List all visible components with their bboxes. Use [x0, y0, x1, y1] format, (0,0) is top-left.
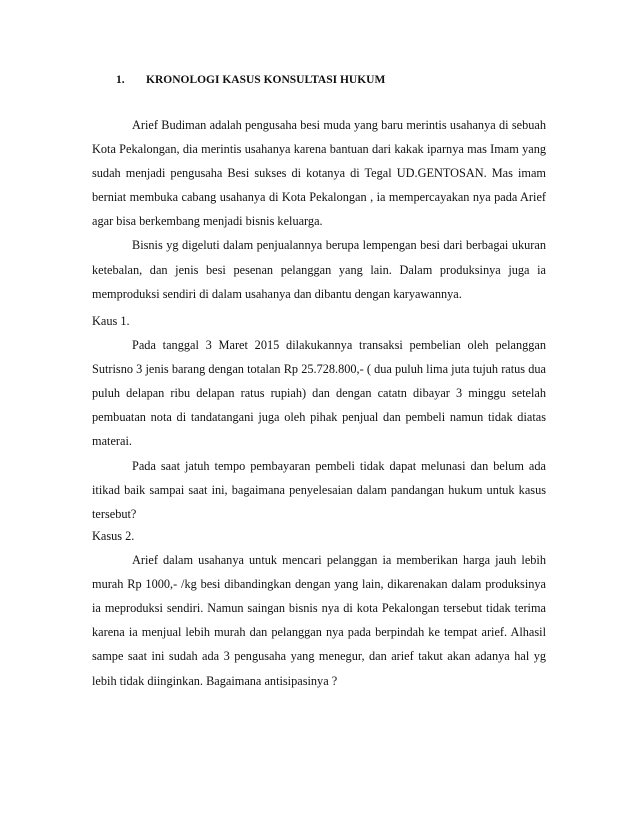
- case-1-section: [92, 309, 546, 526]
- case-2-section: [92, 524, 546, 693]
- intro-paragraph-1: Arief Budiman adalah pengusaha besi muda yang baru merintis usahanya di sebuah Kota Pekalongan, dia merintis usahanya karena bantuan dari kakak iparnya mas Imam yang sudah menjadi pengusaha Besi sukses di kotanya di Tegal UD.GENTOSAN. Mas imam berniat membuka cabang usahanya di Kota Pekalongan , ia mempercayakan nya pada Arief agar bisa berkembang menjadi bisnis keluarga.: [92, 118, 546, 229]
- case-2-paragraph-1: Arief dalam usahanya untuk mencari pelanggan ia memberikan harga jauh lebih murah Rp 1000,- /kg besi dibandingkan dengan yang lain, dikarenakan dalam produksinya ia meproduksi sendiri. Namun saingan bisnis nya di kota Pekalongan tersebut tidak terima karena ia menjual lebih murah dan pelanggan nya pada berpindah ke tempat arief. Alhasil sampe saat ini sudah ada 3 pengusaha yang menegur, dan arief takut akan adanya hal yg lebih tidak diinginkan. Bagaimana antisipasinya ?: [92, 553, 546, 688]
- case-2-title: Kasus 2.: [92, 529, 135, 543]
- section-title: KRONOLOGI KASUS KONSULTASI HUKUM: [146, 74, 386, 86]
- case-1-paragraph-2: Pada saat jatuh tempo pembayaran pembeli tidak dapat melunasi dan belum ada itikad baik sampai saat ini, bagaimana penyelesaian dalam pandangan hukum untuk kasus tersebut?: [92, 458, 546, 521]
- case-1-paragraph-1: Pada tanggal 3 Maret 2015 dilakukannya transaksi pembelian oleh pelanggan Sutrisno 3 jenis barang dengan totalan Rp 25.728.800,- ( dua puluh lima juta tujuh ratus dua puluh delapan ribu delapan ratus rupiah) dan dengan catatn dibayar 3 minggu setelah pembuatan nota di tandatangani juga oleh pihak penjual dan pembeli namun tidak diatas materai.: [92, 338, 546, 449]
- intro-paragraph-2: Bisnis yg digeluti dalam penjualannya berupa lempengan besi dari berbagai ukuran ketebalan, dan jenis besi pesenan pelanggan yang lain. Dalam produksinya juga ia memproduksi sendiri di dalam usahanya dan dibantu dengan karyawannya.: [92, 238, 546, 301]
- case-1-title: Kaus 1.: [92, 314, 130, 328]
- intro-section: [92, 113, 546, 306]
- section-heading: [116, 74, 385, 86]
- section-number: 1.: [116, 74, 125, 86]
